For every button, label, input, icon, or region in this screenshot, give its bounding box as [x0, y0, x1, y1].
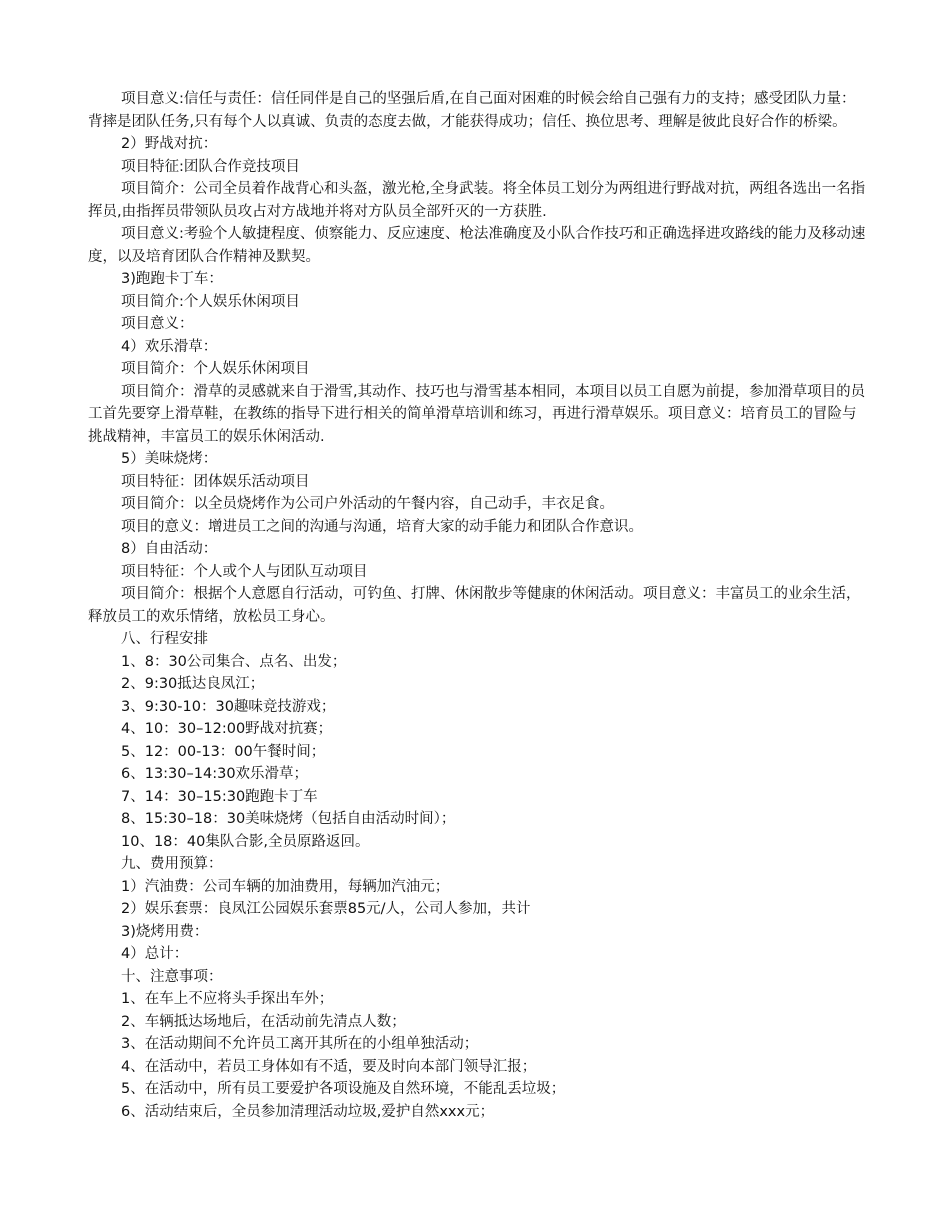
paragraph: 项目简介：公司全员着作战背心和头盔，激光枪,全身武装。将全体员工划分为两组进行野战对抗，两组各选出一名指挥员,由指挥员带领队员攻占对方战地并将对方队员全部歼灭的一方获胜. — [88, 181, 866, 220]
notice-item: 2、车辆抵达场地后，在活动前先清点人数； — [121, 1013, 406, 1030]
schedule-item: 2、9:30抵达良凤江； — [121, 676, 265, 692]
budget-item: 2）娱乐套票：良凤江公园娱乐套票85元/人，公司人参加，共计 — [121, 901, 531, 917]
section-heading: 5）美味烧烤： — [121, 451, 218, 467]
paragraph: 项目简介:个人娱乐休闲项目 — [121, 293, 300, 310]
paragraph: 项目简介：根据个人意愿自行活动，可钓鱼、打牌、休闲散步等健康的休闲活动。项目意义：丰富员工的业余生活，释放员工的欢乐情绪，放松员工身心。 — [88, 586, 861, 625]
notice-item: 6、活动结束后，全员参加清理活动垃圾,爱护自然xxx元； — [121, 1103, 495, 1120]
paragraph: 项目简介：个人娱乐休闲项目 — [121, 361, 310, 377]
paragraph: 项目简介：以全员烧烤作为公司户外活动的午餐内容，自己动手，丰衣足食。 — [121, 496, 614, 512]
section-heading: 3)跑跑卡丁车： — [121, 271, 223, 287]
paragraph: 项目的意义：增进员工之间的沟通与沟通，培育大家的动手能力和团队合作意识。 — [121, 518, 643, 535]
notice-item: 5、在活动中，所有员工要爱护各项设施及自然环境，不能乱丢垃圾； — [121, 1081, 566, 1097]
paragraph: 项目特征：个人或个人与团队互动项目 — [121, 563, 368, 580]
section-heading: 4）欢乐滑草： — [121, 338, 218, 355]
section-heading: 8）自由活动： — [121, 541, 218, 557]
paragraph: 项目意义： — [121, 316, 194, 332]
schedule-item: 7、14：30–15:30跑跑卡丁车 — [121, 788, 318, 805]
budget-item: 4）总计： — [121, 946, 189, 962]
paragraph: 项目意义:考验个人敏捷程度、侦察能力、反应速度、枪法准确度及小队合作技巧和正确选择进攻路线的能力及移动速度，以及培育团队合作精神及默契。 — [88, 226, 866, 265]
paragraph: 项目特征：团体娱乐活动项目 — [121, 473, 310, 490]
budget-item: 1）汽油费：公司车辆的加油费用，每辆加汽油元； — [121, 878, 450, 895]
notice-item: 1、在车上不应将头手探出车外； — [121, 991, 334, 1007]
document-body — [88, 88, 868, 1123]
chapter-heading: 九、费用预算： — [121, 856, 223, 872]
paragraph: 项目特征:团队合作竞技项目 — [121, 158, 300, 175]
section-heading: 2）野战对抗： — [121, 136, 218, 152]
schedule-item: 10、18：40集队合影,全员原路返回。 — [121, 833, 370, 850]
schedule-item: 1、8：30公司集合、点名、出发； — [121, 653, 347, 670]
paragraph: 项目意义:信任与责任：信任同伴是自己的坚强后盾,在自己面对困难的时候会给自己强有力的支持；感受团队力量：背摔是团队任务,只有每个人以真诚、负责的态度去做，才能获得成功；信任、换位思考、理解是彼此良好合作的桥梁。 — [88, 91, 856, 130]
chapter-heading: 八、行程安排 — [121, 631, 208, 647]
notice-item: 3、在活动期间不允许员工离开其所在的小组单独活动； — [121, 1036, 479, 1052]
schedule-item: 3、9:30-10：30趣味竞技游戏； — [121, 698, 336, 715]
chapter-heading: 十、注意事项： — [121, 968, 223, 985]
schedule-item: 6、13:30–14:30欢乐滑草； — [121, 766, 309, 782]
schedule-item: 5、12：00-13：00午餐时间； — [121, 743, 326, 760]
notice-item: 4、在活动中，若员工身体如有不适，要及时向本部门领导汇报； — [121, 1058, 537, 1075]
paragraph: 项目简介：滑草的灵感就来自于滑雪,其动作、技巧也与滑雪基本相同，本项目以员工自愿为前提，参加滑草项目的员工首先要穿上滑草鞋，在教练的指导下进行相关的简单滑草培训和练习，再进行滑草娱乐。项目意义：培育员工的冒险与挑战精神，丰富员工的娱乐休闲活动. — [88, 383, 866, 445]
schedule-item: 8、15:30–18：30美味烧烤（包括自由活动时间）； — [121, 811, 456, 827]
schedule-item: 4、10：30–12:00野战对抗赛； — [121, 721, 333, 737]
budget-item: 3)烧烤用费： — [121, 923, 209, 940]
